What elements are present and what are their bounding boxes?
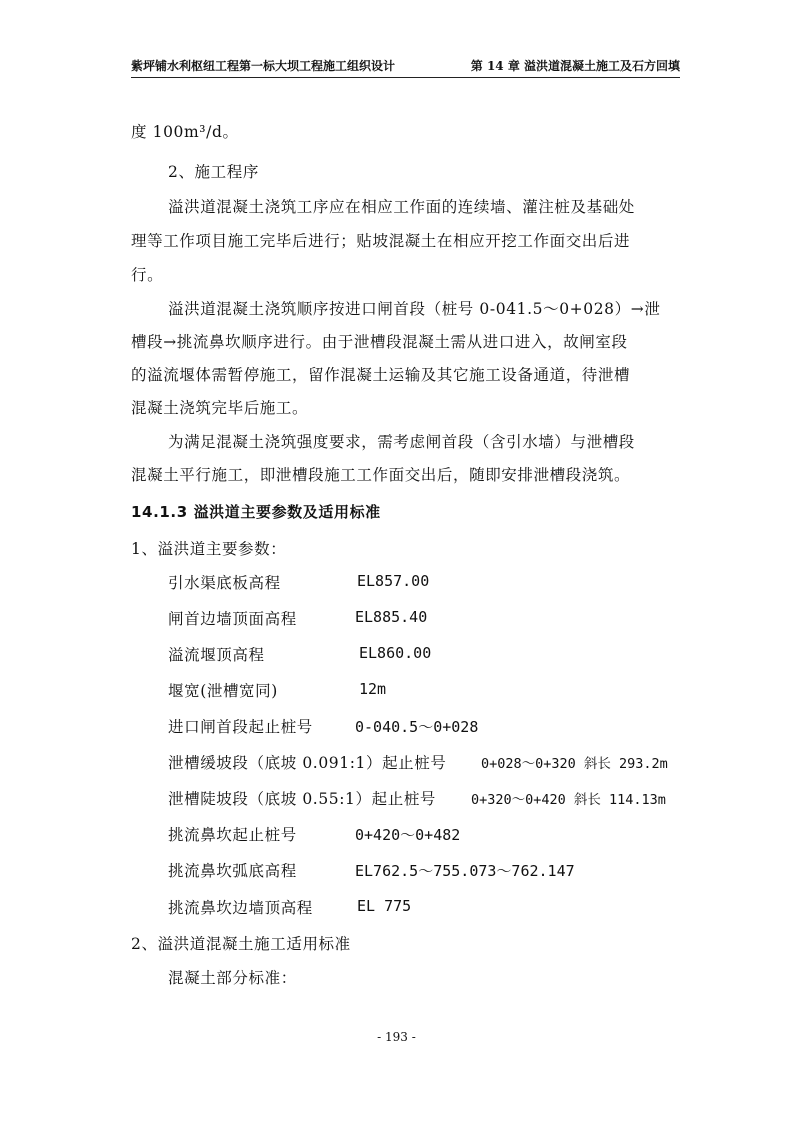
paragraph-line: 为满足混凝土浇筑强度要求，需考虑闸首段（含引水墙）与泄槽段 bbox=[168, 433, 635, 451]
paragraph-line: 混凝土浇筑完毕后施工。 bbox=[131, 399, 309, 417]
subheading-concrete-standards: 混凝土部分标准： bbox=[168, 969, 297, 987]
page-number: - 193 - bbox=[377, 1030, 416, 1044]
section-heading: 14.1.3 溢洪道主要参数及适用标准 bbox=[131, 503, 381, 521]
param-value: EL885.40 bbox=[355, 608, 428, 626]
param-label: 泄槽陡坡段（底坡 0.55:1）起止桩号 bbox=[168, 790, 437, 808]
paragraph-line: 行。 bbox=[131, 266, 164, 284]
param-value: 0+028～0+320 斜长 293.2m bbox=[481, 756, 668, 772]
body-line: 度 100m³/d。 bbox=[131, 123, 239, 141]
list-heading-standards: 2、溢洪道混凝土施工适用标准 bbox=[131, 935, 351, 953]
paragraph-line: 槽段→挑流鼻坎顺序进行。由于泄槽段混凝土需从进口进入，故闸室段 bbox=[131, 333, 628, 351]
subheading-procedure: 2、施工程序 bbox=[168, 163, 259, 181]
param-value: 0+420～0+482 bbox=[355, 826, 461, 844]
header-chapter-title: 第 14 章 溢洪道混凝土施工及石方回填 bbox=[470, 59, 680, 73]
page-header bbox=[131, 52, 680, 78]
param-label: 进口闸首段起止桩号 bbox=[168, 718, 313, 736]
param-value: EL860.00 bbox=[359, 644, 432, 662]
param-label: 挑流鼻坎弧底高程 bbox=[168, 862, 297, 880]
param-label: 挑流鼻坎起止桩号 bbox=[168, 826, 297, 844]
paragraph-line: 溢洪道混凝土浇筑顺序按进口闸首段（桩号 0-041.5～0+028）→泄 bbox=[168, 300, 661, 318]
param-label: 溢流堰顶高程 bbox=[168, 646, 265, 664]
param-label: 闸首边墙顶面高程 bbox=[168, 610, 297, 628]
param-label: 引水渠底板高程 bbox=[168, 574, 281, 592]
param-value: 0-040.5～0+028 bbox=[355, 718, 479, 736]
param-value: EL857.00 bbox=[357, 572, 430, 590]
param-label: 挑流鼻坎边墙顶高程 bbox=[168, 899, 313, 917]
param-label: 堰宽(泄槽宽同) bbox=[168, 682, 278, 700]
list-heading-parameters: 1、溢洪道主要参数： bbox=[131, 540, 287, 558]
param-value: EL 775 bbox=[357, 897, 412, 915]
paragraph-line: 的溢流堰体需暂停施工，留作混凝土运输及其它施工设备通道，待泄槽 bbox=[131, 366, 631, 384]
param-label: 泄槽缓坡段（底坡 0.091:1）起止桩号 bbox=[168, 754, 447, 772]
paragraph-line: 混凝土平行施工，即泄槽段施工工作面交出后，随即安排泄槽段浇筑。 bbox=[131, 466, 631, 484]
paragraph-line: 理等工作项目施工完毕后进行；贴坡混凝土在相应开挖工作面交出后进 bbox=[131, 232, 631, 250]
header-project-title: 紫坪铺水利枢纽工程第一标大坝工程施工组织设计 bbox=[131, 59, 396, 73]
param-value: 12m bbox=[359, 680, 387, 698]
param-value: 0+320～0+420 斜长 114.13m bbox=[471, 792, 666, 808]
paragraph-line: 溢洪道混凝土浇筑工序应在相应工作面的连续墙、灌注桩及基础处 bbox=[168, 198, 635, 216]
param-value: EL762.5～755.073～762.147 bbox=[355, 862, 575, 880]
